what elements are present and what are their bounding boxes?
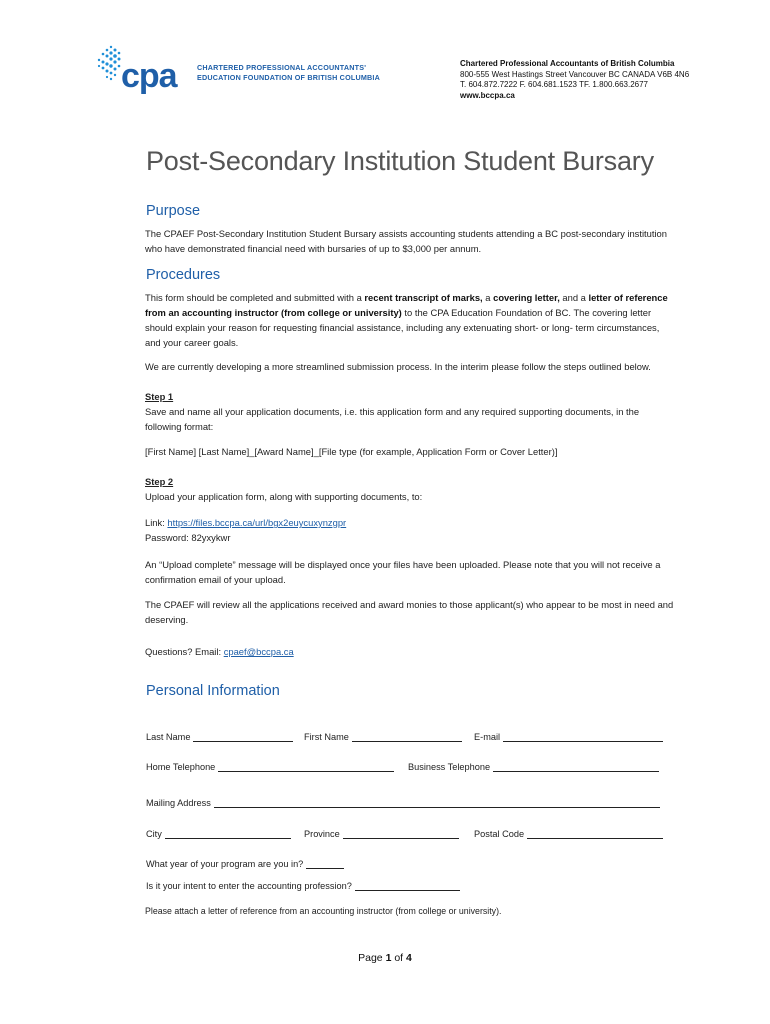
last-name-blank[interactable] bbox=[193, 731, 293, 742]
mailing-address-blank[interactable] bbox=[214, 797, 660, 808]
page-of: of bbox=[394, 952, 404, 964]
upload-note: An “Upload complete” message will be displayed once your files have been uploaded. Please note that you will not receive a confirmation email of your upload. bbox=[145, 559, 661, 585]
purpose-text: The CPAEF Post-Secondary Institution Student Bursary assists accounting students attending a BC post-secondary institution who have demonstrated financial need with bursaries of up to $3,000 per annum. bbox=[145, 228, 667, 254]
org-phones: T. 604.872.7222 F. 604.681.1523 TF. 1.800.663.2677 bbox=[460, 80, 649, 89]
program-year-field[interactable] bbox=[146, 858, 344, 869]
personal-info-heading: Personal Information bbox=[146, 683, 280, 699]
last-name-label: Last Name bbox=[146, 732, 191, 742]
business-phone-label: Business Telephone bbox=[408, 762, 491, 772]
intent-blank[interactable] bbox=[355, 880, 460, 891]
upload-link[interactable]: https://files.bccpa.ca/url/bgx2euycuxynzgpr bbox=[167, 517, 347, 528]
city-blank[interactable] bbox=[165, 828, 291, 839]
province-label: Province bbox=[304, 829, 340, 839]
home-phone-field[interactable] bbox=[146, 761, 394, 772]
reference-note: Please attach a letter of reference from an accounting instructor (from college or university). bbox=[145, 906, 502, 916]
mailing-address-field[interactable] bbox=[146, 797, 660, 808]
page-footer bbox=[0, 952, 770, 964]
intro-reference-letter: letter of reference from an accounting instructor (from college or university) bbox=[145, 292, 668, 318]
first-name-label: First Name bbox=[304, 732, 349, 742]
intro-text-c: a bbox=[482, 292, 494, 303]
foundation-name-line1: CHARTERED PROFESSIONAL ACCOUNTANTS' bbox=[197, 63, 367, 72]
step1-text: Save and name all your application documents, i.e. this application form and any required supporting documents, in the following format: bbox=[145, 406, 640, 432]
province-blank[interactable] bbox=[343, 828, 459, 839]
intro-covering-letter: covering letter, bbox=[493, 292, 560, 303]
email-blank[interactable] bbox=[503, 731, 663, 742]
mailing-address-label: Mailing Address bbox=[146, 798, 211, 808]
link-label: Link: bbox=[145, 517, 168, 528]
first-name-blank[interactable] bbox=[352, 731, 462, 742]
step2-block bbox=[145, 474, 675, 504]
procedures-intro bbox=[145, 290, 675, 350]
page-total: 4 bbox=[406, 952, 412, 964]
province-field[interactable] bbox=[304, 828, 459, 839]
city-label: City bbox=[146, 829, 162, 839]
foundation-name bbox=[197, 63, 380, 83]
home-phone-label: Home Telephone bbox=[146, 762, 216, 772]
step2-text: Upload your application form, along with supporting documents, to: bbox=[145, 491, 423, 502]
business-phone-field[interactable] bbox=[408, 761, 659, 772]
contact-block bbox=[460, 59, 689, 101]
last-name-field[interactable] bbox=[146, 731, 293, 742]
city-field[interactable] bbox=[146, 828, 291, 839]
intro-text-a: This form should be completed and submitted with a bbox=[145, 292, 365, 303]
procedures-heading: Procedures bbox=[146, 267, 221, 283]
business-phone-blank[interactable] bbox=[493, 761, 659, 772]
upload-link-block bbox=[145, 515, 675, 545]
review-note: The CPAEF will review all the applications received and award monies to those applicant(s) who appear to be most in need and deserving. bbox=[145, 599, 674, 625]
program-year-blank[interactable] bbox=[306, 858, 344, 869]
page-word: Page bbox=[358, 952, 383, 964]
intro-transcript: recent transcript of marks, bbox=[364, 292, 483, 303]
naming-format: [First Name] [Last Name]_[Award Name]_[File type (for example, Application Form or Cover Letter)] bbox=[145, 446, 558, 457]
program-year-label: What year of your program are you in? bbox=[146, 859, 304, 869]
streamline-note: We are currently developing a more streamlined submission process. In the interim please follow the steps outlined below. bbox=[145, 361, 651, 372]
intro-text-d: and a bbox=[559, 292, 589, 303]
foundation-name-line2: EDUCATION FOUNDATION OF BRITISH COLUMBIA bbox=[197, 73, 381, 82]
org-name: Chartered Professional Accountants of British Columbia bbox=[460, 59, 675, 68]
intent-field[interactable] bbox=[146, 880, 460, 891]
intro-text-e: to the CPA Education Foundation of BC. The covering letter should explain your reason for requesting financial assistance, including any extenuating short- or long- term circumstances, and your career goals. bbox=[145, 307, 660, 348]
cpa-logo bbox=[95, 44, 195, 94]
org-address: 800-555 West Hastings Street Vancouver BC CANADA V6B 4N6 bbox=[460, 69, 690, 79]
questions-line bbox=[145, 644, 675, 659]
password-line: Password: 82yxykwr bbox=[145, 532, 231, 543]
email-label: E-mail bbox=[474, 732, 501, 742]
questions-label: Questions? Email: bbox=[145, 646, 224, 657]
page-title: Post-Secondary Institution Student Bursary bbox=[146, 146, 654, 176]
postal-code-field[interactable] bbox=[474, 828, 663, 839]
step1-label: Step 1 bbox=[145, 391, 174, 402]
cpa-logo-text: cpa bbox=[121, 57, 177, 94]
email-field[interactable] bbox=[474, 731, 663, 742]
postal-code-label: Postal Code bbox=[474, 829, 525, 839]
first-name-field[interactable] bbox=[304, 731, 462, 742]
home-phone-blank[interactable] bbox=[218, 761, 394, 772]
page-current: 1 bbox=[385, 952, 392, 964]
postal-code-blank[interactable] bbox=[527, 828, 663, 839]
step2-label: Step 2 bbox=[145, 476, 174, 487]
questions-email-link[interactable]: cpaef@bccpa.ca bbox=[223, 646, 294, 657]
intent-label: Is it your intent to enter the accounting profession? bbox=[146, 881, 352, 891]
step1-block bbox=[145, 389, 675, 434]
purpose-heading: Purpose bbox=[146, 203, 201, 219]
org-website: www.bccpa.ca bbox=[460, 90, 515, 100]
